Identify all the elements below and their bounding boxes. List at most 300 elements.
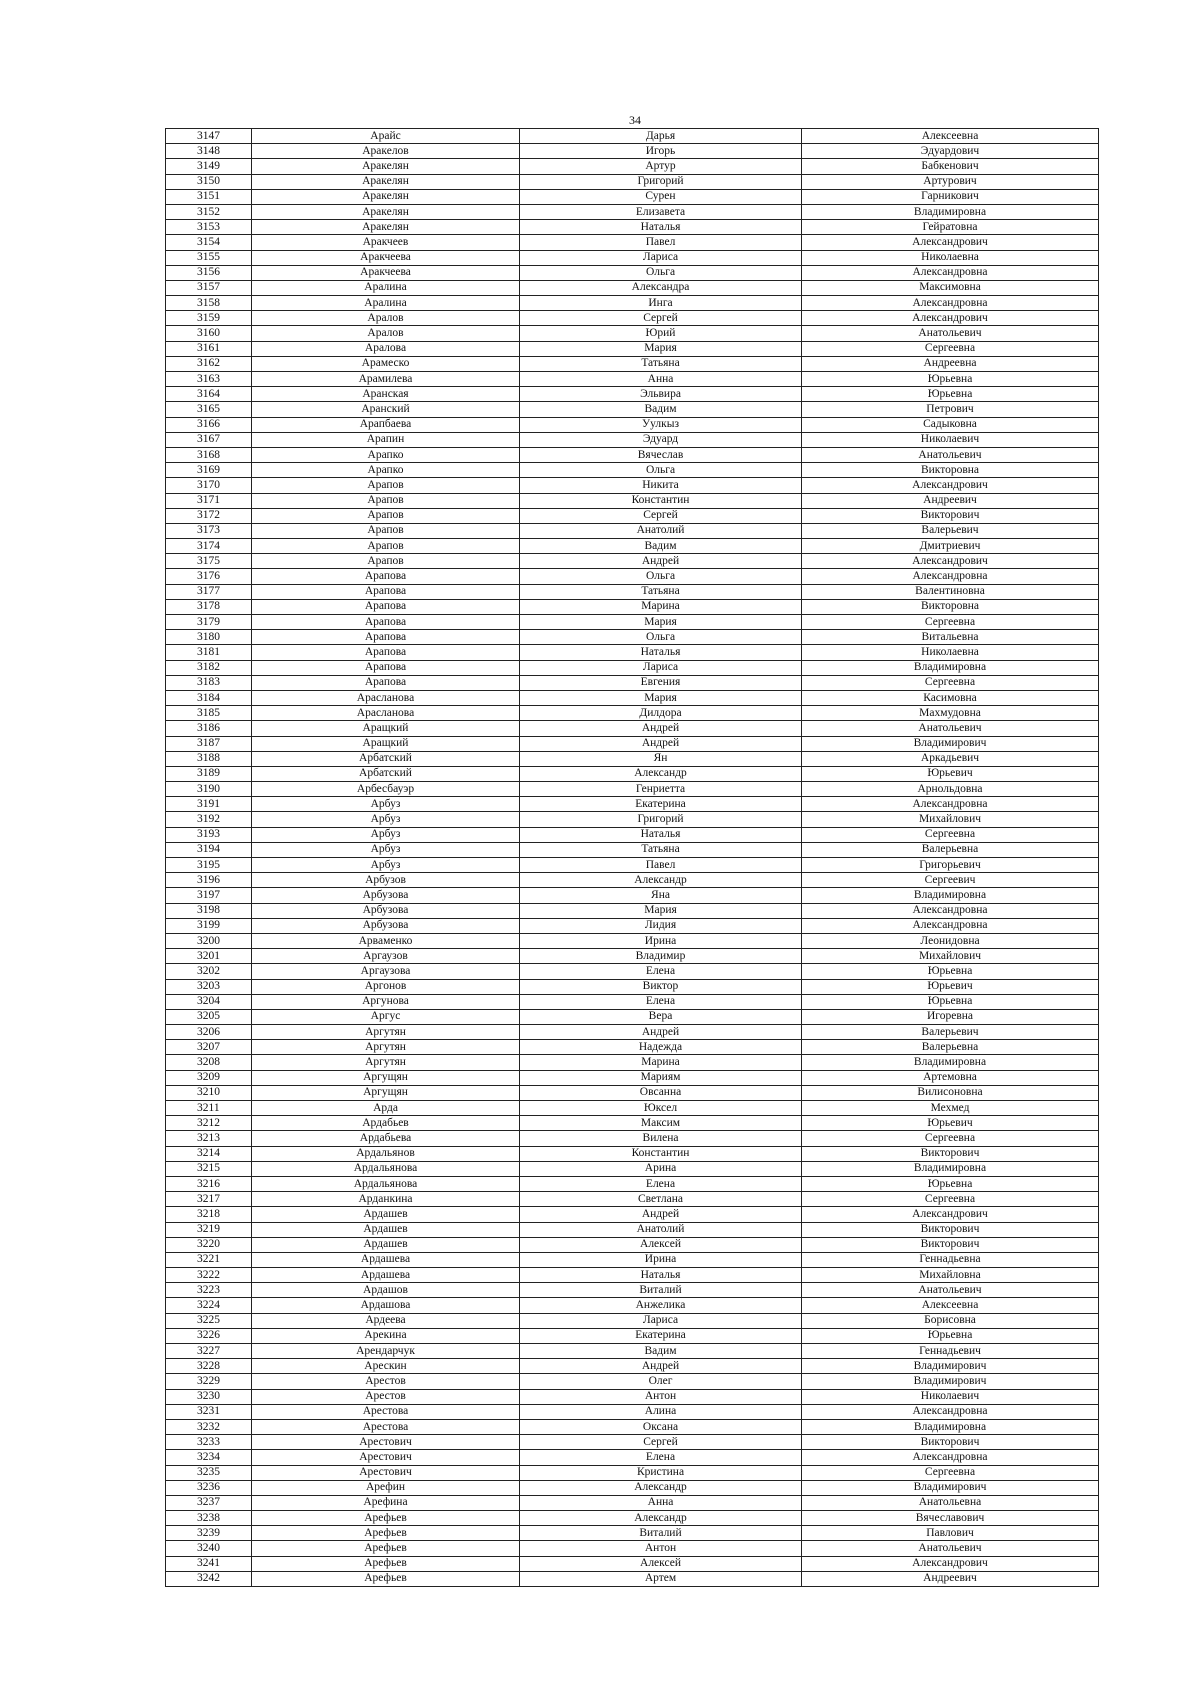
row-number-cell: 3234 — [166, 1450, 252, 1465]
last-name-cell: Арефина — [252, 1495, 520, 1510]
first-name-cell: Анатолий — [520, 1222, 802, 1237]
table-row — [166, 873, 1099, 888]
patronymic-cell: Владимировна — [802, 888, 1099, 903]
last-name-cell: Аргутян — [252, 1040, 520, 1055]
first-name-cell: Владимир — [520, 949, 802, 964]
patronymic-cell: Викторович — [802, 1146, 1099, 1161]
first-name-cell: Александр — [520, 1511, 802, 1526]
patronymic-cell: Александровна — [802, 797, 1099, 812]
row-number-cell: 3160 — [166, 326, 252, 341]
last-name-cell: Арбуз — [252, 812, 520, 827]
last-name-cell: Арбуз — [252, 842, 520, 857]
table-row — [166, 1237, 1099, 1252]
first-name-cell: Алексей — [520, 1556, 802, 1571]
last-name-cell: Аргаузов — [252, 949, 520, 964]
first-name-cell: Виктор — [520, 979, 802, 994]
first-name-cell: Максим — [520, 1116, 802, 1131]
table-row — [166, 1541, 1099, 1556]
last-name-cell: Арапин — [252, 432, 520, 447]
patronymic-cell: Сергеевна — [802, 341, 1099, 356]
row-number-cell: 3183 — [166, 675, 252, 690]
first-name-cell: Лидия — [520, 918, 802, 933]
row-number-cell: 3240 — [166, 1541, 252, 1556]
row-number-cell: 3157 — [166, 280, 252, 295]
patronymic-cell: Юрьевна — [802, 964, 1099, 979]
table-row — [166, 675, 1099, 690]
first-name-cell: Ольга — [520, 630, 802, 645]
table-row — [166, 554, 1099, 569]
patronymic-cell: Анатольевич — [802, 1283, 1099, 1298]
patronymic-cell: Александрович — [802, 1556, 1099, 1571]
patronymic-cell: Сергеевна — [802, 615, 1099, 630]
patronymic-cell: Александрович — [802, 554, 1099, 569]
first-name-cell: Анна — [520, 372, 802, 387]
first-name-cell: Арина — [520, 1161, 802, 1176]
row-number-cell: 3174 — [166, 539, 252, 554]
patronymic-cell: Геннадьевич — [802, 1344, 1099, 1359]
last-name-cell: Ардальянов — [252, 1146, 520, 1161]
last-name-cell: Аращкий — [252, 736, 520, 751]
last-name-cell: Арапов — [252, 493, 520, 508]
last-name-cell: Арапова — [252, 675, 520, 690]
first-name-cell: Ольга — [520, 463, 802, 478]
table-row — [166, 1131, 1099, 1146]
last-name-cell: Арекина — [252, 1328, 520, 1343]
row-number-cell: 3151 — [166, 189, 252, 204]
last-name-cell: Арбуз — [252, 827, 520, 842]
table-row — [166, 1435, 1099, 1450]
row-number-cell: 3195 — [166, 858, 252, 873]
last-name-cell: Ардашева — [252, 1252, 520, 1267]
first-name-cell: Мария — [520, 690, 802, 705]
row-number-cell: 3154 — [166, 235, 252, 250]
patronymic-cell: Александровна — [802, 1404, 1099, 1419]
table-row — [166, 1040, 1099, 1055]
last-name-cell: Ардальянова — [252, 1176, 520, 1191]
row-number-cell: 3242 — [166, 1571, 252, 1586]
first-name-cell: Ольга — [520, 265, 802, 280]
row-number-cell: 3221 — [166, 1252, 252, 1267]
row-number-cell: 3166 — [166, 417, 252, 432]
last-name-cell: Арефьев — [252, 1511, 520, 1526]
last-name-cell: Аракелов — [252, 144, 520, 159]
last-name-cell: Аралина — [252, 296, 520, 311]
table-row — [166, 599, 1099, 614]
last-name-cell: Арапов — [252, 478, 520, 493]
patronymic-cell: Александровна — [802, 918, 1099, 933]
row-number-cell: 3164 — [166, 387, 252, 402]
last-name-cell: Арестов — [252, 1389, 520, 1404]
row-number-cell: 3153 — [166, 220, 252, 235]
patronymic-cell: Максимовна — [802, 280, 1099, 295]
first-name-cell: Сурен — [520, 189, 802, 204]
patronymic-cell: Юрьевич — [802, 1116, 1099, 1131]
table-row — [166, 463, 1099, 478]
patronymic-cell: Владимировна — [802, 1419, 1099, 1434]
last-name-cell: Аргущян — [252, 1070, 520, 1085]
first-name-cell: Елизавета — [520, 204, 802, 219]
table-row — [166, 1101, 1099, 1116]
last-name-cell: Арбузов — [252, 873, 520, 888]
patronymic-cell: Михайловна — [802, 1268, 1099, 1283]
patronymic-cell: Александровна — [802, 1450, 1099, 1465]
row-number-cell: 3178 — [166, 599, 252, 614]
row-number-cell: 3207 — [166, 1040, 252, 1055]
last-name-cell: Аргунова — [252, 994, 520, 1009]
last-name-cell: Арасланова — [252, 690, 520, 705]
table-row — [166, 1571, 1099, 1586]
patronymic-cell: Садыковна — [802, 417, 1099, 432]
patronymic-cell: Юрьевич — [802, 979, 1099, 994]
first-name-cell: Овсанна — [520, 1085, 802, 1100]
last-name-cell: Арда — [252, 1101, 520, 1116]
row-number-cell: 3179 — [166, 615, 252, 630]
last-name-cell: Арестова — [252, 1419, 520, 1434]
table-row — [166, 1511, 1099, 1526]
table-row — [166, 1495, 1099, 1510]
table-row — [166, 1161, 1099, 1176]
table-row — [166, 1009, 1099, 1024]
table-row — [166, 1465, 1099, 1480]
first-name-cell: Татьяна — [520, 584, 802, 599]
table-row — [166, 372, 1099, 387]
last-name-cell: Арданкина — [252, 1192, 520, 1207]
table-row — [166, 797, 1099, 812]
table-row — [166, 888, 1099, 903]
first-name-cell: Константин — [520, 493, 802, 508]
last-name-cell: Арапов — [252, 539, 520, 554]
row-number-cell: 3235 — [166, 1465, 252, 1480]
first-name-cell: Ян — [520, 751, 802, 766]
patronymic-cell: Николаевич — [802, 1389, 1099, 1404]
first-name-cell: Инга — [520, 296, 802, 311]
first-name-cell: Надежда — [520, 1040, 802, 1055]
table-row — [166, 736, 1099, 751]
first-name-cell: Алексей — [520, 1237, 802, 1252]
row-number-cell: 3223 — [166, 1283, 252, 1298]
patronymic-cell: Алексеевна — [802, 129, 1099, 144]
patronymic-cell: Петрович — [802, 402, 1099, 417]
row-number-cell: 3213 — [166, 1131, 252, 1146]
first-name-cell: Олег — [520, 1374, 802, 1389]
patronymic-cell: Владимировна — [802, 1055, 1099, 1070]
first-name-cell: Виталий — [520, 1283, 802, 1298]
row-number-cell: 3204 — [166, 994, 252, 1009]
row-number-cell: 3148 — [166, 144, 252, 159]
first-name-cell: Татьяна — [520, 356, 802, 371]
first-name-cell: Артур — [520, 159, 802, 174]
patronymic-cell: Сергеевич — [802, 873, 1099, 888]
patronymic-cell: Юрьевна — [802, 1176, 1099, 1191]
table-row — [166, 296, 1099, 311]
patronymic-cell: Анатольевна — [802, 1495, 1099, 1510]
patronymic-cell: Сергеевна — [802, 675, 1099, 690]
row-number-cell: 3220 — [166, 1237, 252, 1252]
first-name-cell: Андрей — [520, 1359, 802, 1374]
last-name-cell: Арефьев — [252, 1526, 520, 1541]
table-row — [166, 356, 1099, 371]
row-number-cell: 3222 — [166, 1268, 252, 1283]
table-row — [166, 1116, 1099, 1131]
row-number-cell: 3168 — [166, 447, 252, 462]
last-name-cell: Ардашев — [252, 1207, 520, 1222]
first-name-cell: Марина — [520, 1055, 802, 1070]
table-row — [166, 387, 1099, 402]
patronymic-cell: Дмитриевич — [802, 539, 1099, 554]
patronymic-cell: Аркадьевич — [802, 751, 1099, 766]
last-name-cell: Арестович — [252, 1435, 520, 1450]
first-name-cell: Вадим — [520, 402, 802, 417]
last-name-cell: Аракелян — [252, 189, 520, 204]
table-row — [166, 1146, 1099, 1161]
row-number-cell: 3224 — [166, 1298, 252, 1313]
table-row — [166, 1192, 1099, 1207]
table-row — [166, 1556, 1099, 1571]
row-number-cell: 3155 — [166, 250, 252, 265]
last-name-cell: Аралов — [252, 326, 520, 341]
table-row — [166, 842, 1099, 857]
first-name-cell: Елена — [520, 994, 802, 1009]
row-number-cell: 3172 — [166, 508, 252, 523]
row-number-cell: 3211 — [166, 1101, 252, 1116]
first-name-cell: Андрей — [520, 1025, 802, 1040]
last-name-cell: Арапова — [252, 630, 520, 645]
first-name-cell: Александр — [520, 873, 802, 888]
last-name-cell: Арапова — [252, 584, 520, 599]
row-number-cell: 3167 — [166, 432, 252, 447]
last-name-cell: Аргутян — [252, 1025, 520, 1040]
first-name-cell: Наталья — [520, 1268, 802, 1283]
row-number-cell: 3159 — [166, 311, 252, 326]
row-number-cell: 3200 — [166, 933, 252, 948]
patronymic-cell: Валерьевна — [802, 842, 1099, 857]
last-name-cell: Арестов — [252, 1374, 520, 1389]
table-row — [166, 265, 1099, 280]
row-number-cell: 3182 — [166, 660, 252, 675]
patronymic-cell: Сергеевна — [802, 1465, 1099, 1480]
first-name-cell: Игорь — [520, 144, 802, 159]
last-name-cell: Арефьев — [252, 1571, 520, 1586]
last-name-cell: Арбуз — [252, 797, 520, 812]
first-name-cell: Андрей — [520, 736, 802, 751]
row-number-cell: 3188 — [166, 751, 252, 766]
first-name-cell: Эдуард — [520, 432, 802, 447]
patronymic-cell: Григорьевич — [802, 858, 1099, 873]
table-row — [166, 1313, 1099, 1328]
last-name-cell: Арайс — [252, 129, 520, 144]
patronymic-cell: Сергеевна — [802, 1192, 1099, 1207]
first-name-cell: Сергей — [520, 1435, 802, 1450]
patronymic-cell: Александровна — [802, 296, 1099, 311]
patronymic-cell: Владимировна — [802, 204, 1099, 219]
row-number-cell: 3237 — [166, 1495, 252, 1510]
last-name-cell: Арефин — [252, 1480, 520, 1495]
table-row — [166, 311, 1099, 326]
first-name-cell: Евгения — [520, 675, 802, 690]
patronymic-cell: Валентиновна — [802, 584, 1099, 599]
last-name-cell: Арендарчук — [252, 1344, 520, 1359]
row-number-cell: 3169 — [166, 463, 252, 478]
row-number-cell: 3229 — [166, 1374, 252, 1389]
patronymic-cell: Анатольевич — [802, 721, 1099, 736]
last-name-cell: Арефьев — [252, 1556, 520, 1571]
first-name-cell: Александр — [520, 1480, 802, 1495]
first-name-cell: Мария — [520, 903, 802, 918]
row-number-cell: 3203 — [166, 979, 252, 994]
row-number-cell: 3190 — [166, 782, 252, 797]
first-name-cell: Александра — [520, 280, 802, 295]
last-name-cell: Аргаузова — [252, 964, 520, 979]
first-name-cell: Мария — [520, 341, 802, 356]
first-name-cell: Яна — [520, 888, 802, 903]
patronymic-cell: Анатольевич — [802, 447, 1099, 462]
patronymic-cell: Гейратовна — [802, 220, 1099, 235]
row-number-cell: 3205 — [166, 1009, 252, 1024]
patronymic-cell: Михайлович — [802, 812, 1099, 827]
first-name-cell: Сергей — [520, 311, 802, 326]
patronymic-cell: Викторовна — [802, 463, 1099, 478]
patronymic-cell: Александрович — [802, 1207, 1099, 1222]
row-number-cell: 3197 — [166, 888, 252, 903]
last-name-cell: Аракчеева — [252, 250, 520, 265]
last-name-cell: Аргутян — [252, 1055, 520, 1070]
patronymic-cell: Валерьевич — [802, 1025, 1099, 1040]
first-name-cell: Лариса — [520, 660, 802, 675]
first-name-cell: Григорий — [520, 174, 802, 189]
first-name-cell: Ирина — [520, 1252, 802, 1267]
table-row — [166, 1344, 1099, 1359]
first-name-cell: Сергей — [520, 508, 802, 523]
last-name-cell: Ардеева — [252, 1313, 520, 1328]
table-row — [166, 1252, 1099, 1267]
first-name-cell: Дарья — [520, 129, 802, 144]
patronymic-cell: Викторович — [802, 1237, 1099, 1252]
row-number-cell: 3193 — [166, 827, 252, 842]
patronymic-cell: Александрович — [802, 478, 1099, 493]
patronymic-cell: Вилисоновна — [802, 1085, 1099, 1100]
first-name-cell: Елена — [520, 1450, 802, 1465]
table-row — [166, 1298, 1099, 1313]
last-name-cell: Арефьев — [252, 1541, 520, 1556]
row-number-cell: 3239 — [166, 1526, 252, 1541]
first-name-cell: Алина — [520, 1404, 802, 1419]
row-number-cell: 3185 — [166, 706, 252, 721]
row-number-cell: 3210 — [166, 1085, 252, 1100]
table-row — [166, 1268, 1099, 1283]
table-row — [166, 235, 1099, 250]
first-name-cell: Павел — [520, 235, 802, 250]
last-name-cell: Ардабьева — [252, 1131, 520, 1146]
patronymic-cell: Артурович — [802, 174, 1099, 189]
table-row — [166, 1176, 1099, 1191]
table-row — [166, 1526, 1099, 1541]
last-name-cell: Арапова — [252, 645, 520, 660]
first-name-cell: Вера — [520, 1009, 802, 1024]
row-number-cell: 3199 — [166, 918, 252, 933]
first-name-cell: Кристина — [520, 1465, 802, 1480]
table-row — [166, 979, 1099, 994]
first-name-cell: Уулкыз — [520, 417, 802, 432]
page-number: 34 — [629, 113, 641, 127]
first-name-cell: Светлана — [520, 1192, 802, 1207]
row-number-cell: 3233 — [166, 1435, 252, 1450]
last-name-cell: Аракелян — [252, 159, 520, 174]
first-name-cell: Елена — [520, 1176, 802, 1191]
table-row — [166, 341, 1099, 356]
last-name-cell: Арестова — [252, 1404, 520, 1419]
patronymic-cell: Касимовна — [802, 690, 1099, 705]
first-name-cell: Антон — [520, 1389, 802, 1404]
row-number-cell: 3162 — [166, 356, 252, 371]
row-number-cell: 3216 — [166, 1176, 252, 1191]
row-number-cell: 3215 — [166, 1161, 252, 1176]
first-name-cell: Анатолий — [520, 523, 802, 538]
patronymic-cell: Викторович — [802, 1222, 1099, 1237]
table-row — [166, 645, 1099, 660]
last-name-cell: Ардашев — [252, 1222, 520, 1237]
patronymic-cell: Михайлович — [802, 949, 1099, 964]
table-row — [166, 615, 1099, 630]
row-number-cell: 3176 — [166, 569, 252, 584]
table-row — [166, 1374, 1099, 1389]
patronymic-cell: Юрьевна — [802, 387, 1099, 402]
patronymic-cell: Витальевна — [802, 630, 1099, 645]
patronymic-cell: Борисовна — [802, 1313, 1099, 1328]
first-name-cell: Мариям — [520, 1070, 802, 1085]
first-name-cell: Андрей — [520, 721, 802, 736]
first-name-cell: Генриетта — [520, 782, 802, 797]
table-row — [166, 721, 1099, 736]
last-name-cell: Аракелян — [252, 204, 520, 219]
first-name-cell: Антон — [520, 1541, 802, 1556]
last-name-cell: Аралов — [252, 311, 520, 326]
patronymic-cell: Сергеевна — [802, 827, 1099, 842]
row-number-cell: 3196 — [166, 873, 252, 888]
row-number-cell: 3228 — [166, 1359, 252, 1374]
last-name-cell: Арасланова — [252, 706, 520, 721]
last-name-cell: Аргущян — [252, 1085, 520, 1100]
table-row — [166, 1207, 1099, 1222]
last-name-cell: Аранская — [252, 387, 520, 402]
patronymic-cell: Владимировна — [802, 660, 1099, 675]
row-number-cell: 3208 — [166, 1055, 252, 1070]
last-name-cell: Арапбаева — [252, 417, 520, 432]
patronymic-cell: Николаевна — [802, 645, 1099, 660]
row-number-cell: 3187 — [166, 736, 252, 751]
last-name-cell: Арбузова — [252, 888, 520, 903]
row-number-cell: 3212 — [166, 1116, 252, 1131]
patronymic-cell: Николаевна — [802, 250, 1099, 265]
patronymic-cell: Сергеевна — [802, 1131, 1099, 1146]
patronymic-cell: Леонидовна — [802, 933, 1099, 948]
table-row — [166, 326, 1099, 341]
row-number-cell: 3189 — [166, 766, 252, 781]
row-number-cell: 3202 — [166, 964, 252, 979]
first-name-cell: Артем — [520, 1571, 802, 1586]
patronymic-cell: Александрович — [802, 235, 1099, 250]
first-name-cell: Андрей — [520, 1207, 802, 1222]
last-name-cell: Ардабьев — [252, 1116, 520, 1131]
last-name-cell: Аращкий — [252, 721, 520, 736]
patronymic-cell: Николаевич — [802, 432, 1099, 447]
last-name-cell: Арбесбауэр — [252, 782, 520, 797]
patronymic-cell: Александрович — [802, 311, 1099, 326]
patronymic-cell: Бабкенович — [802, 159, 1099, 174]
last-name-cell: Арбуз — [252, 858, 520, 873]
row-number-cell: 3147 — [166, 129, 252, 144]
first-name-cell: Наталья — [520, 220, 802, 235]
table-row — [166, 569, 1099, 584]
